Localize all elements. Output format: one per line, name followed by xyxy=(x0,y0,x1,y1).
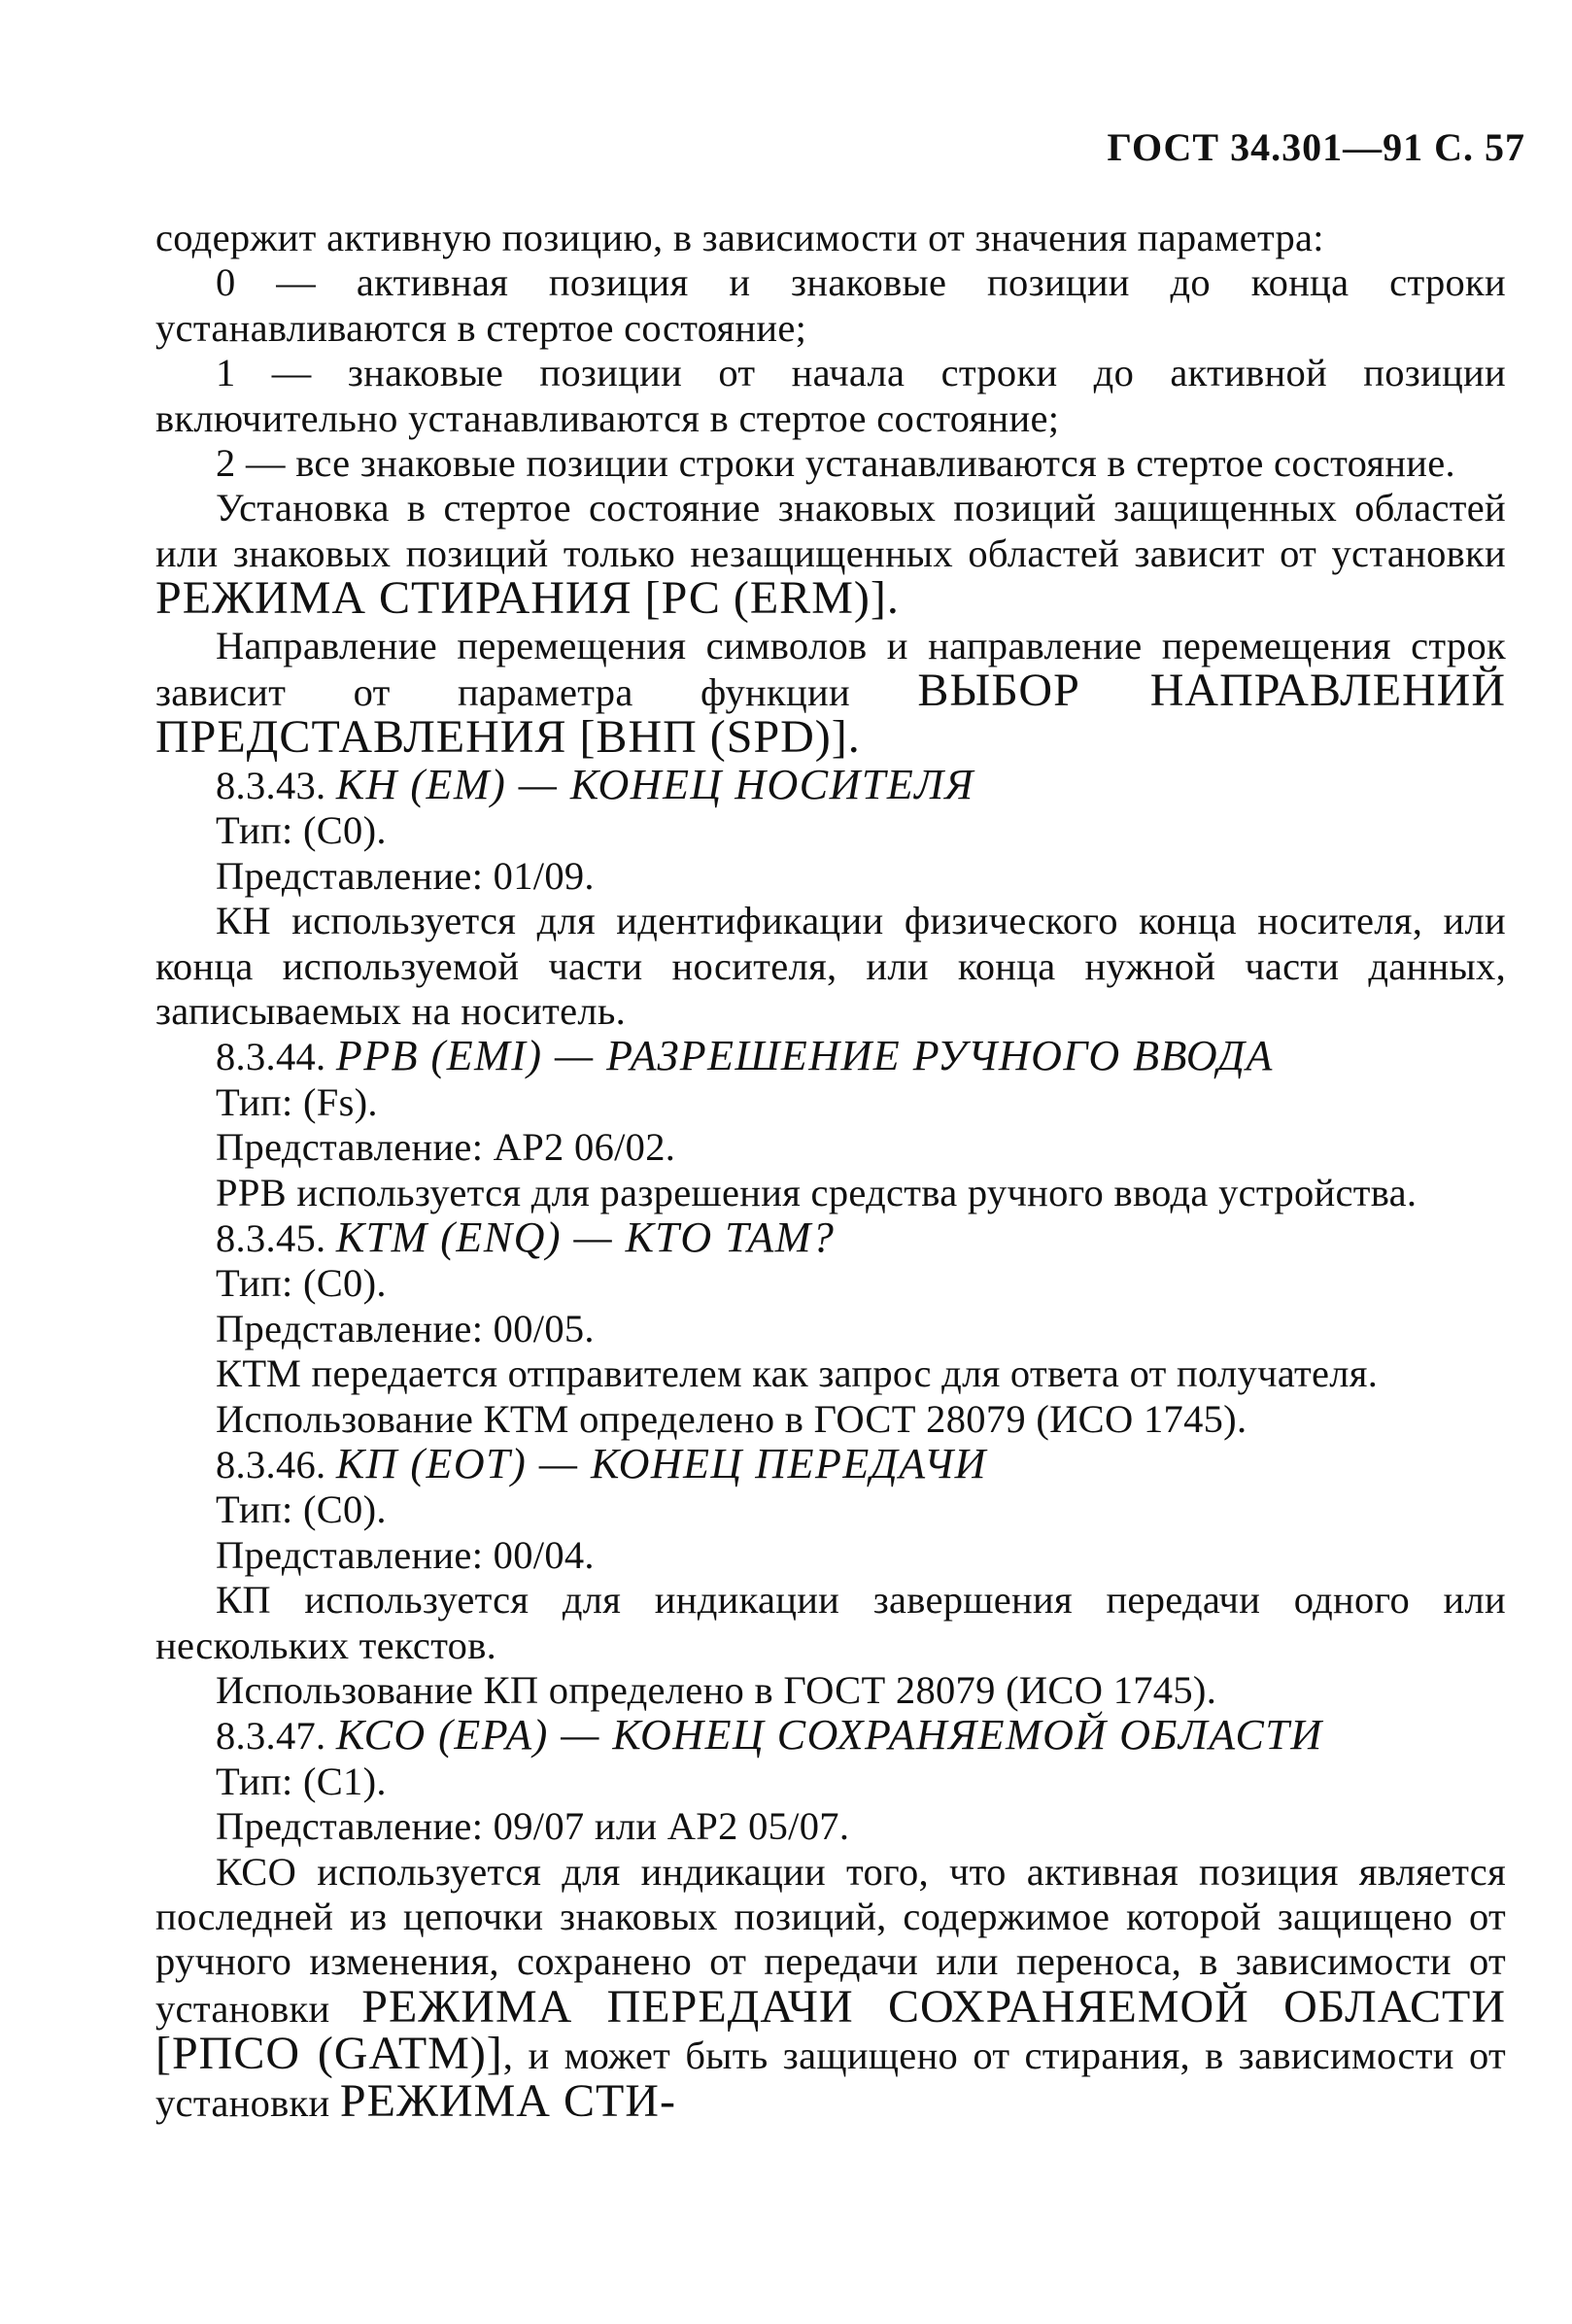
section-heading-8-3-44 xyxy=(155,1034,1506,1079)
section-number: 8.3.44. xyxy=(216,1035,336,1079)
paragraph-continuation: содержит активную позицию, в зависимости от значения параметра: xyxy=(155,216,1324,259)
paragraph-text: Направление перемещения символов и направление перемещения строк зависит от параметра функции xyxy=(155,623,1506,715)
section-type: Тип: (С0). xyxy=(216,1487,387,1532)
section-type: Тип: (С1). xyxy=(216,1759,387,1803)
mode-reference: РЕЖИМА СТИ- xyxy=(339,2074,676,2127)
section-heading-8-3-43 xyxy=(155,760,1506,808)
section-description: РРВ используется для разрешения средства ручного ввода устройства. xyxy=(216,1170,1418,1214)
section-description: КП используется для индикации завершения передачи одного или нескольких текстов. xyxy=(155,1578,1506,1667)
section-description: КН используется для идентификации физического конца носителя, или конца используемой части носителя, или конца нужной части данных, записываемых на носитель. xyxy=(155,899,1506,1033)
section-title: КП (ЕОТ) — КОНЕЦ ПЕРЕДАЧИ xyxy=(335,1439,987,1487)
section-representation: Представление: 00/04. xyxy=(216,1532,595,1577)
param-2: 2 — все знаковые позиции строки устанавливаются в стертое состояние. xyxy=(216,441,1455,486)
paragraph-text: , и может быть защищено от стирания, в зависимости от установки xyxy=(155,2034,1507,2125)
paragraph-text: Установка в стертое состояние знаковых позиций защищенных областей или знаковых позиций только незащищенных областей зависит от установки xyxy=(155,486,1506,575)
section-usage: Использование КТМ определено в ГОСТ 28079 (ИСО 1745). xyxy=(216,1396,1247,1441)
paragraph-text: КСО используется для индикации того, что активная позиция является последней из цепочки знаковых позиций, содержимое которой защищено от ручного изменения, сохранено от передачи или переноса, в зависимости от установки xyxy=(155,1849,1506,2031)
paragraph-erase-mode xyxy=(155,486,1506,623)
param-1: 1 — знаковые позиции от начала строки до активной позиции включительно устанавливаются в стертое состояние; xyxy=(155,351,1506,440)
section-description xyxy=(155,1850,1506,2126)
section-type: Тип: (С0). xyxy=(216,1261,387,1306)
section-heading-8-3-47 xyxy=(155,1713,1506,1759)
mode-reference: РЕЖИМА ПЕРЕДАЧИ СОХРАНЯЕМОЙ ОБЛАСТИ [РПСО (GATM)] xyxy=(155,1980,1506,2080)
section-title: КТМ (ENQ) — КТО ТАМ? xyxy=(335,1213,836,1261)
page-header: ГОСТ 34.301—91 С. 57 xyxy=(1107,125,1525,169)
section-title: КСО (ЕРА) — КОНЕЦ СОХРАНЯЕМОЙ ОБЛАСТИ xyxy=(335,1711,1323,1760)
param-0: 0 — активная позиция и знаковые позиции до конца строки устанавливаются в стертое состояние; xyxy=(155,260,1506,350)
section-type: Тип: (С0). xyxy=(216,808,387,853)
section-type: Тип: (Fs). xyxy=(216,1079,378,1124)
section-representation: Представление: 00/05. xyxy=(216,1306,595,1350)
section-number: 8.3.47. xyxy=(216,1714,336,1759)
section-representation: Представление: 01/09. xyxy=(216,853,595,898)
section-representation: Представление: 09/07 или АР2 05/07. xyxy=(216,1804,850,1849)
section-number: 8.3.43. xyxy=(216,763,336,807)
section-title: КН (ЕМ) — КОНЕЦ НОСИТЕЛЯ xyxy=(335,760,974,808)
function-reference: ВЫБОР НАПРАВЛЕНИЙ ПРЕДСТАВЛЕНИЯ [ВНП (SPD)]. xyxy=(155,665,1506,764)
section-heading-8-3-45 xyxy=(155,1215,1506,1261)
section-heading-8-3-46 xyxy=(155,1439,1506,1487)
section-description: КТМ передается отправителем как запрос для ответа от получателя. xyxy=(216,1351,1379,1396)
section-number: 8.3.45. xyxy=(216,1215,336,1260)
section-title: РРВ (EMI) — РАЗРЕШЕНИЕ РУЧНОГО ВВОДА xyxy=(335,1032,1274,1080)
section-representation: Представление: АР2 06/02. xyxy=(216,1125,676,1170)
section-usage: Использование КП определено в ГОСТ 28079 (ИСО 1745). xyxy=(216,1668,1217,1712)
mode-reference: РЕЖИМА СТИРАНИЯ [РС (ERM)]. xyxy=(155,572,900,625)
paragraph-direction xyxy=(155,624,1506,763)
page-body xyxy=(155,216,1506,2126)
section-number: 8.3.46. xyxy=(216,1442,336,1487)
